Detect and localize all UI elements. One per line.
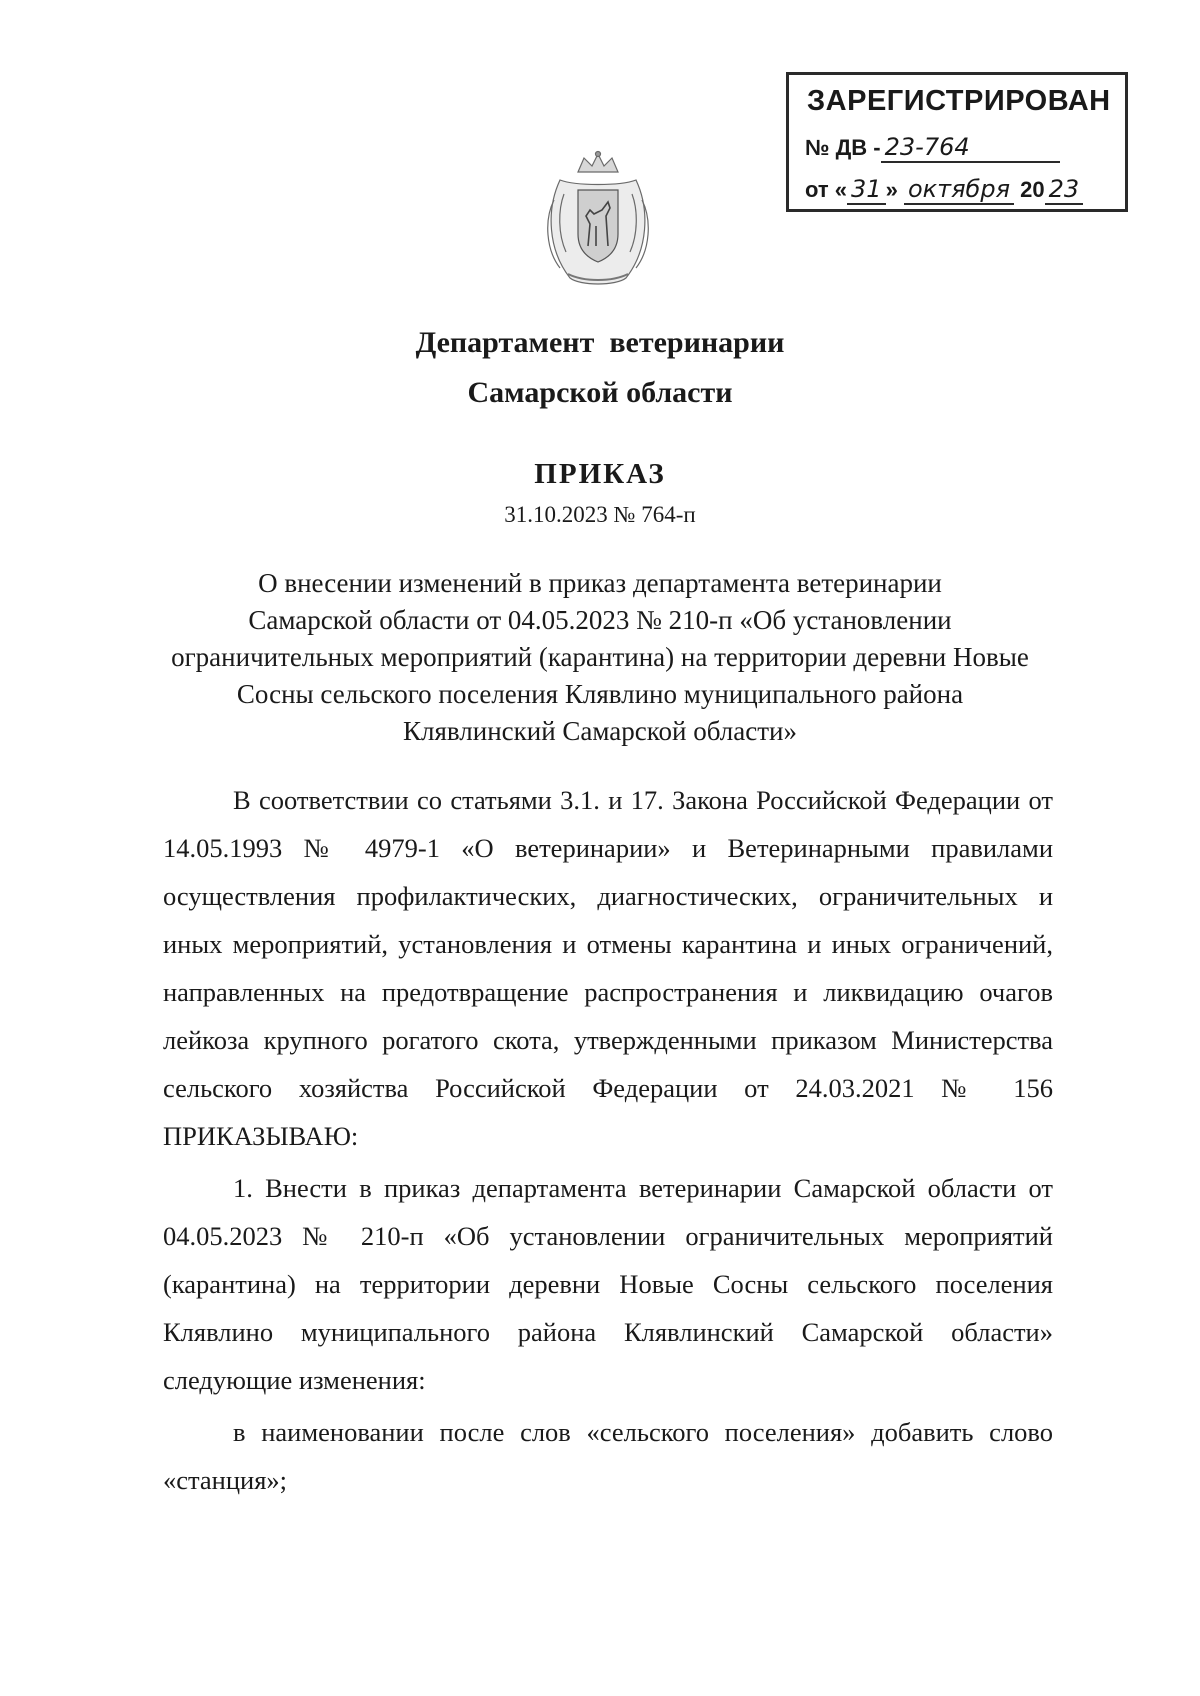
stamp-date-mid: » <box>885 177 898 202</box>
subject-line: Самарской области от 04.05.2023 № 210-п «Об установлении <box>248 605 952 635</box>
organization-name-line2: Самарской области <box>467 376 733 409</box>
body-paragraph: 1. Внести в приказ департамента ветеринарии Самарской области от 04.05.2023 № 210-п «Об установлении ограничительных мероприятий (карантина) на территории деревни Новые Сосны сельского поселения Клявлино муниципального района Клявлинский Самарской области» следующие изменения: <box>163 1173 1053 1395</box>
stamp-number-line <box>805 133 1060 161</box>
stamp-date-line <box>805 175 1083 203</box>
stamp-date-year-prefix: 20 <box>1020 177 1045 202</box>
registration-stamp <box>786 72 1128 212</box>
subject-line: ограничительных мероприятий (карантина) на территории деревни Новые <box>171 642 1029 672</box>
document-type: ПРИКАЗ <box>534 458 666 490</box>
organization-name-line1: Департамент ветеринарии <box>415 326 785 359</box>
body-paragraph: В соответствии со статьями 3.1. и 17. Закона Российской Федерации от 14.05.1993 № 4979-1 «О ветеринарии» и Ветеринарными правилами осуществления профилактических, диагностических, ограничительных и иных мероприятий, установления и отмены карантина и иных ограничений, направленных на предотвращение распространения и ликвидацию очагов лейкоза крупного рогатого скота, утвержденными приказом Министерства сельского хозяйства Российской Федерации от 24.03.2021 № 156 ПРИКАЗЫВАЮ: <box>163 785 1053 1151</box>
subject-line: Клявлинский Самарской области» <box>403 716 797 746</box>
coat-of-arms-icon <box>540 150 656 290</box>
stamp-title: ЗАРЕГИСТРИРОВАН <box>807 85 1111 117</box>
stamp-date-month: октября <box>904 175 1014 205</box>
stamp-date-year-suffix: 23 <box>1045 175 1084 205</box>
document-number: 31.10.2023 № 764-п <box>504 502 696 527</box>
stamp-date-day: 31 <box>847 175 886 205</box>
document-subject <box>0 565 1200 750</box>
stamp-date-prefix: от « <box>805 177 848 202</box>
document-body <box>163 776 1053 1504</box>
subject-line: Сосны сельского поселения Клявлино муниципального района <box>236 679 964 709</box>
stamp-number-value: 23-764 <box>881 133 1060 163</box>
stamp-number-prefix: № ДВ - <box>805 135 881 160</box>
body-paragraph: в наименовании после слов «сельского поселения» добавить слово «станция»; <box>163 1417 1053 1495</box>
subject-line: О внесении изменений в приказ департамента ветеринарии <box>258 568 942 598</box>
